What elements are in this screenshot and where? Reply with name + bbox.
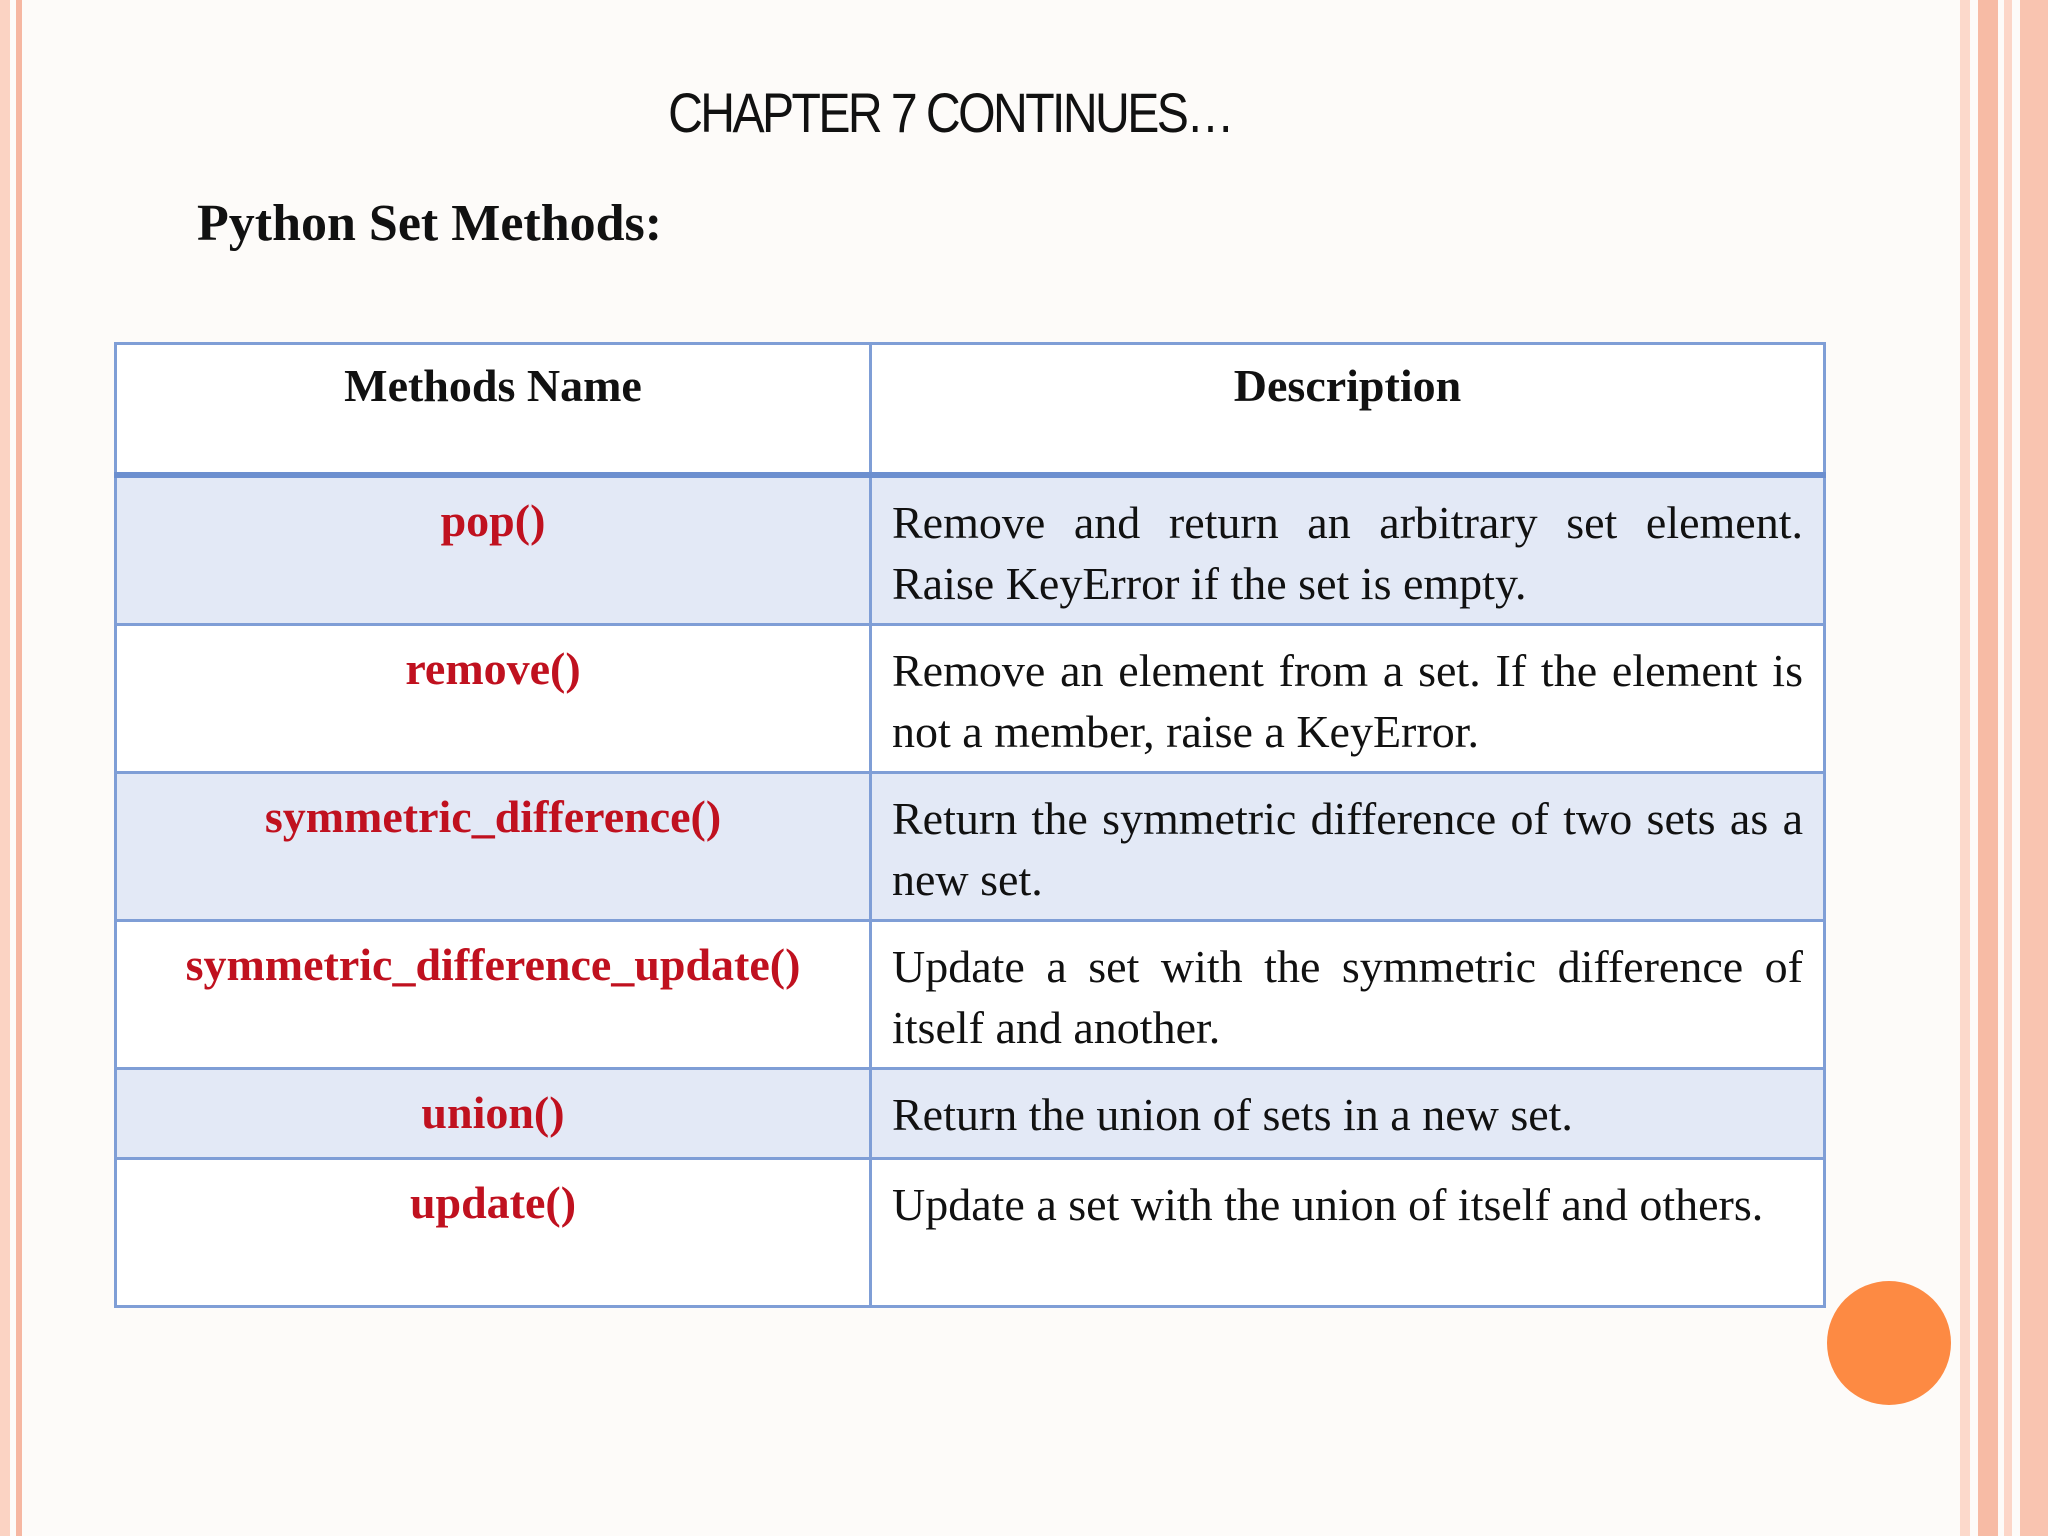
method-name: pop() bbox=[116, 475, 871, 625]
table-row bbox=[116, 625, 1825, 773]
method-description: Update a set with the symmetric difference of itself and another. bbox=[871, 921, 1825, 1069]
method-description: Return the union of sets in a new set. bbox=[871, 1069, 1825, 1159]
orange-circle-decoration bbox=[1827, 1281, 1951, 1405]
method-description: Update a set with the union of itself and others. bbox=[871, 1159, 1825, 1307]
left-border-stripe bbox=[16, 0, 22, 1536]
method-name: union() bbox=[116, 1069, 871, 1159]
chapter-title: CHAPTER 7 CONTINUES… bbox=[668, 81, 1232, 144]
table-row bbox=[116, 921, 1825, 1069]
header-methods-name: Methods Name bbox=[116, 344, 871, 476]
right-border-stripe bbox=[1960, 0, 1970, 1536]
header-description: Description bbox=[871, 344, 1825, 476]
right-border-stripe bbox=[2020, 0, 2048, 1536]
method-description: Remove and return an arbitrary set element. Raise KeyError if the set is empty. bbox=[871, 475, 1825, 625]
method-description: Remove an element from a set. If the element is not a member, raise a KeyError. bbox=[871, 625, 1825, 773]
method-name: symmetric_difference() bbox=[116, 773, 871, 921]
right-border-stripe bbox=[2004, 0, 2012, 1536]
right-border-stripe bbox=[1978, 0, 1998, 1536]
table-row bbox=[116, 773, 1825, 921]
method-description: Return the symmetric difference of two sets as a new set. bbox=[871, 773, 1825, 921]
table-row bbox=[116, 1069, 1825, 1159]
method-name: update() bbox=[116, 1159, 871, 1307]
table-row bbox=[116, 1159, 1825, 1307]
method-name: remove() bbox=[116, 625, 871, 773]
set-methods-table bbox=[114, 342, 1826, 1308]
table-row bbox=[116, 475, 1825, 625]
method-name: symmetric_difference_update() bbox=[116, 921, 871, 1069]
left-border-stripe bbox=[0, 0, 10, 1536]
table-header-row bbox=[116, 344, 1825, 476]
slide-subtitle: Python Set Methods: bbox=[197, 195, 663, 252]
